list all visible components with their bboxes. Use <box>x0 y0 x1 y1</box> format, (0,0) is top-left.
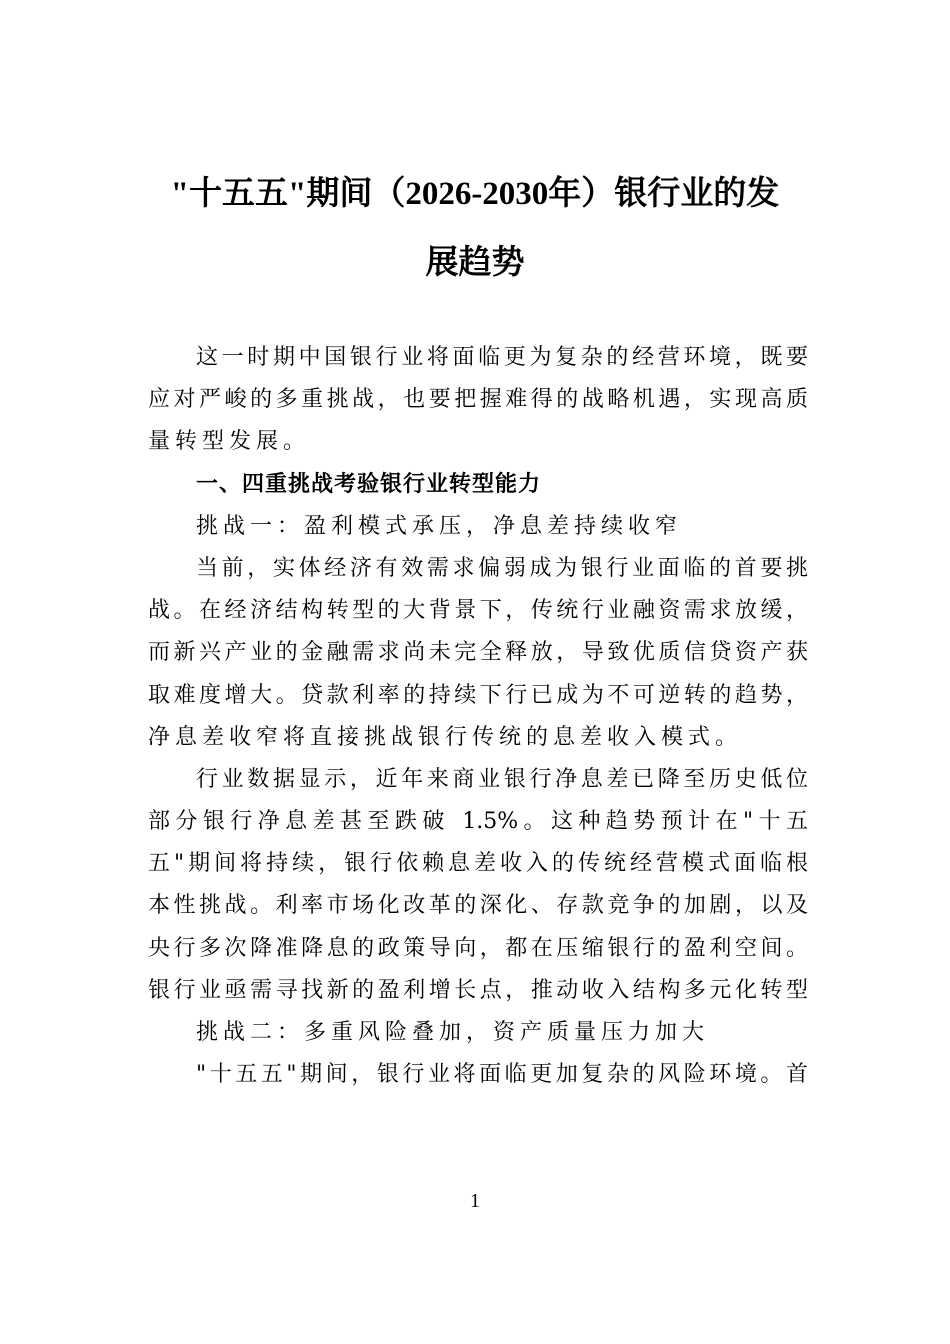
paragraph-line: 应对严峻的多重挑战，也要把握难得的战略机遇，实现高质 <box>148 387 808 413</box>
subheading: 挑战二：多重风险叠加，资产质量压力加大 <box>196 1020 710 1045</box>
subheading: 挑战一：盈利模式承压，净息差持续收窄 <box>196 513 683 539</box>
paragraph-line: 量转型发展。 <box>148 429 311 455</box>
paragraph-line: 部分银行净息差甚至跌破 1.5%。这种趋势预计在"十五 <box>148 809 808 835</box>
paragraph-line: 行业数据显示，近年来商业银行净息差已降至历史低位 <box>196 766 808 792</box>
paragraph-line: 而新兴产业的金融需求尚未完全释放，导致优质信贷资产获 <box>148 640 808 666</box>
title-line-2: 展趋势 <box>425 245 525 281</box>
paragraph-line: "十五五"期间，银行业将面临更加复杂的风险环境。首 <box>196 1062 808 1088</box>
document-title <box>120 160 830 298</box>
document-body <box>148 337 808 1096</box>
page-number: 1 <box>470 1190 480 1212</box>
paragraph-line: 战。在经济结构转型的大背景下，传统行业融资需求放缓， <box>148 598 808 624</box>
title-line-1: "十五五"期间（2026-2030年）银行业的发 <box>170 176 780 212</box>
section-heading: 一、四重挑战考验银行业转型能力 <box>196 471 542 497</box>
paragraph-line: 银行业亟需寻找新的盈利增长点，推动收入结构多元化转型 <box>148 977 808 1003</box>
paragraph-line: 本性挑战。利率市场化改革的深化、存款竞争的加剧，以及 <box>148 893 808 919</box>
paragraph-line: 这一时期中国银行业将面临更为复杂的经营环境，既要 <box>196 345 808 370</box>
paragraph-line: 五"期间将持续，银行依赖息差收入的传统经营模式面临根 <box>148 851 808 877</box>
paragraph-line: 净息差收窄将直接挑战银行传统的息差收入模式。 <box>148 724 743 750</box>
paragraph-line: 央行多次降准降息的政策导向，都在压缩银行的盈利空间。 <box>148 935 808 961</box>
paragraph-line: 当前，实体经济有效需求偏弱成为银行业面临的首要挑 <box>196 555 808 581</box>
paragraph-line: 取难度增大。贷款利率的持续下行已成为不可逆转的趋势， <box>148 682 808 708</box>
